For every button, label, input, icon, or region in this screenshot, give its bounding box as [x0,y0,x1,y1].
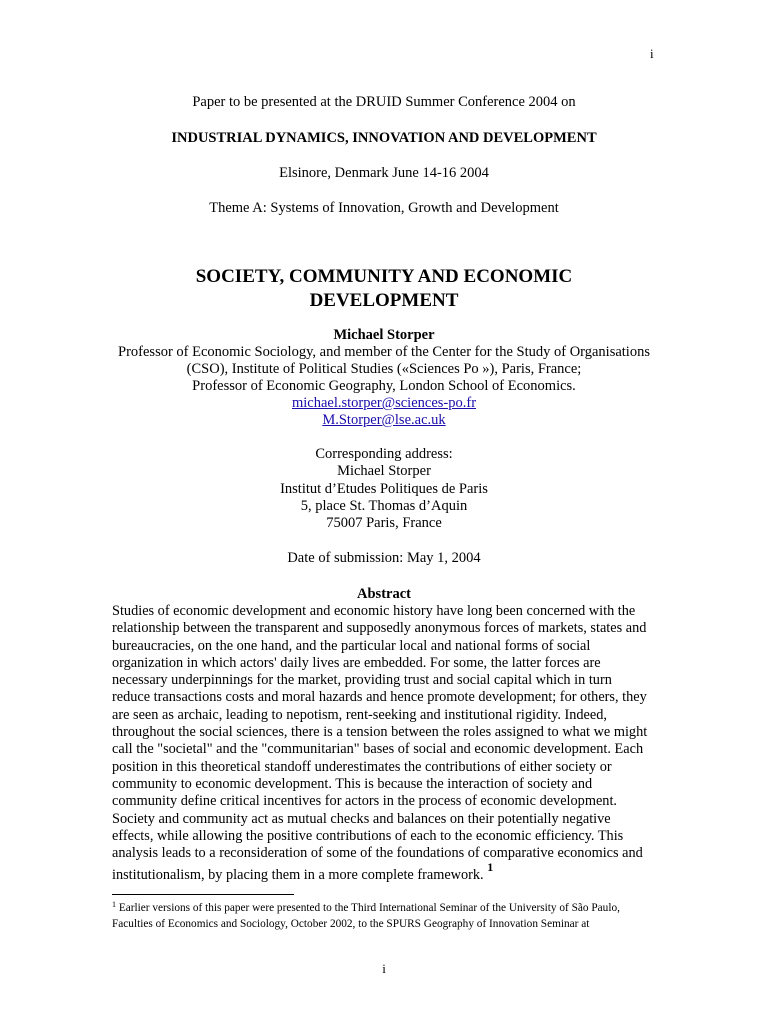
footnote-text: Earlier versions of this paper were presented to the Third International Seminar of the University of São Paulo, [116,902,620,914]
abstract-line: call the "societal" and the "communitarian" bases of social and economic development. Each [112,741,644,758]
theme-line: Theme A: Systems of Innovation, Growth and Development [209,200,559,216]
abstract-line: necessary underpinnings for the market, providing trust and social capital which in turn [112,672,612,689]
abstract-line: bureaucracies, on the one hand, and the particular local and national forms of social [112,637,591,654]
abstract-line: community to economic development. This is because the interaction of society and [112,775,593,792]
page-number-top: i [650,46,654,61]
abstract-line: organization in which actors' daily lives are embedded. For some, the latter forces are [112,654,601,671]
abstract-line: Studies of economic development and economic history have long been concerned with the [112,603,636,619]
abstract-last-line [112,860,657,884]
footnote-separator [112,894,294,895]
abstract-line: are seen as archaic, leading to nepotism, rent-seeking and institutional rigidity. Indeed, [112,706,607,723]
conference-line: Paper to be presented at the DRUID Summer Conference 2004 on [192,94,576,110]
footnote-reference[interactable]: 1 [487,860,494,875]
paper-title-line2: DEVELOPMENT [309,290,459,311]
email-link-sciences-po[interactable]: michael.storper@sciences-po.fr [291,395,477,411]
submission-date: Date of submission: May 1, 2004 [287,550,481,566]
address-city: 75007 Paris, France [326,515,442,531]
abstract-line: relationship between the transparent and supposedly anonymous forces of markets, states and [112,620,647,637]
affiliation-line: (CSO), Institute of Political Studies («Sciences Po »), Paris, France; [186,361,582,377]
abstract-heading: Abstract [357,586,411,602]
conference-theme: INDUSTRIAL DYNAMICS, INNOVATION AND DEVELOPMENT [171,130,597,146]
affiliation-line: Professor of Economic Geography, London School of Economics. [192,378,576,394]
address-institution: Institut d’Etudes Politiques de Paris [280,481,488,497]
abstract-line: community define critical incentives for actors in the process of economic development. [112,793,617,810]
abstract-line: throughout the social sciences, there is a tension between the roles assigned to what we might [112,724,648,741]
email-link-lse[interactable]: M.Storper@lse.ac.uk [322,412,446,428]
location-date: Elsinore, Denmark June 14-16 2004 [279,165,489,181]
abstract-last-line-text: institutionalism, by placing them in a more complete framework. [112,867,484,884]
address-name: Michael Storper [337,463,431,479]
abstract-line: effects, while allowing the positive contributions of each to the economic efficiency. This [112,827,624,844]
page-number-bottom: i [382,961,386,976]
address-label: Corresponding address: [315,446,453,462]
footnote-marker: 1 [112,900,116,909]
footnote-line [112,901,672,917]
abstract-line: reduce transactions costs and moral hazards and hence promote development; for others, they [112,689,647,706]
affiliation-line: Professor of Economic Sociology, and member of the Center for the Study of Organisations [118,344,650,360]
abstract-body [112,603,657,885]
footnote [112,901,672,931]
footnote-line: Faculties of Economics and Sociology, October 2002, to the SPURS Geography of Innovation Seminar at [112,917,590,930]
abstract-line: position in this theoretical standoff underestimates the contributions of either society or [112,758,612,775]
author-name: Michael Storper [333,327,435,343]
paper-title-line1: SOCIETY, COMMUNITY AND ECONOMIC [195,266,573,287]
abstract-line: Society and community act as mutual checks and balances on their potentially negative [112,810,611,827]
abstract-line: analysis leads to a reconsideration of some of the foundations of comparative economics and [112,845,643,862]
address-street: 5, place St. Thomas d’Aquin [300,498,468,514]
